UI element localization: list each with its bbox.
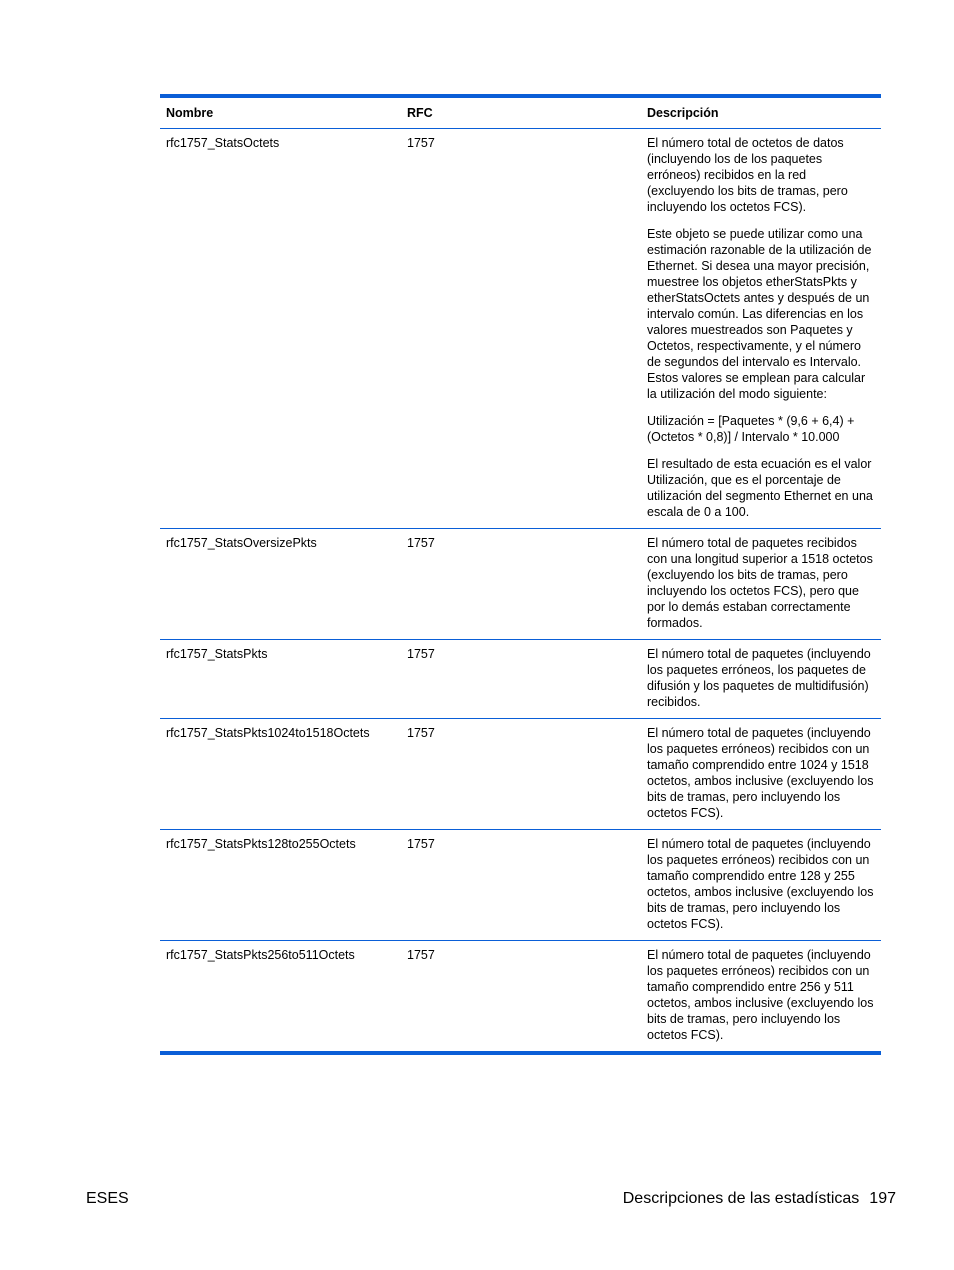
table-header (160, 98, 881, 129)
description-paragraph: El número total de octetos de datos (incluyendo los de los paquetes erróneos) recibidos en la red (excluyendo los bits de tramas, pero incluyendo los octetos FCS). (647, 136, 848, 214)
description-paragraph: Este objeto se puede utilizar como una estimación razonable de la utilización de Ethernet. Si desea una mayor precisión, muestree los objetos etherStatsPkts y etherStatsOctets antes y después de un intervalo común. Las diferencias en los valores muestreados son Paquetes y Octetos, respectivamente, y el número de segundos del intervalo es Intervalo. Estos valores se emplean para calcular la utilización del modo siguiente: (647, 227, 872, 401)
description-paragraph: El número total de paquetes (incluyendo los paquetes erróneos) recibidos con un tamaño comprendido entre 256 y 511 octetos, ambos inclusive (excluyendo los bits de tramas, pero incluyendo los octetos FCS). (647, 948, 874, 1042)
table-row (160, 718, 881, 829)
header-name: Nombre (166, 106, 214, 120)
footer-section-title: Descripciones de las estadísticas (622, 1190, 860, 1207)
cell-rfc: 1757 (407, 136, 435, 150)
cell-description (640, 725, 881, 821)
cell-name: rfc1757_StatsPkts (166, 647, 268, 661)
cell-rfc: 1757 (407, 536, 435, 550)
description-paragraph: El número total de paquetes (incluyendo los paquetes erróneos) recibidos con un tamaño comprendido entre 1024 y 1518 octetos, ambos inclusive (excluyendo los bits de tramas, pero incluyendo los octetos FCS). (647, 726, 874, 820)
table-row (160, 528, 881, 639)
cell-rfc: 1757 (407, 647, 435, 661)
cell-description (640, 535, 881, 631)
cell-name: rfc1757_StatsPkts1024to1518Octets (166, 726, 370, 740)
footer-locale: ESES (86, 1190, 129, 1207)
description-paragraph: El número total de paquetes (incluyendo los paquetes erróneos, los paquetes de difusión y los paquetes de multidifusión) recibidos. (647, 647, 871, 709)
description-paragraph: El número total de paquetes (incluyendo los paquetes erróneos) recibidos con un tamaño comprendido entre 128 y 255 octetos, ambos inclusive (excluyendo los bits de tramas, pero incluyendo los octetos FCS). (647, 837, 874, 931)
cell-description (640, 135, 881, 520)
cell-description (640, 646, 881, 710)
description-paragraph: El número total de paquetes recibidos con una longitud superior a 1518 octetos (excluyendo los bits de tramas, pero incluyendo los octetos FCS), pero que por lo demás estaban correctamente formados. (647, 536, 873, 630)
statistics-table (160, 94, 881, 1055)
cell-rfc: 1757 (407, 726, 435, 740)
cell-rfc: 1757 (407, 948, 435, 962)
header-rfc: RFC (407, 106, 433, 120)
description-paragraph: Utilización = [Paquetes * (9,6 + 6,4) + (Octetos * 0,8)] / Intervalo * 10.000 (647, 414, 855, 444)
cell-description (640, 947, 881, 1043)
cell-name: rfc1757_StatsOversizePkts (166, 536, 317, 550)
table-row (160, 940, 881, 1051)
page-number: 197 (869, 1190, 896, 1207)
table-row (160, 129, 881, 528)
header-description: Descripción (647, 106, 719, 120)
cell-name: rfc1757_StatsPkts256to511Octets (166, 948, 355, 962)
cell-name: rfc1757_StatsOctets (166, 136, 280, 150)
table-row (160, 639, 881, 718)
table-row (160, 829, 881, 940)
cell-description (640, 836, 881, 932)
footer-section (623, 1190, 896, 1208)
description-paragraph: El resultado de esta ecuación es el valor Utilización, que es el porcentaje de utilización del segmento Ethernet en una escala de 0 a 100. (647, 457, 873, 519)
cell-rfc: 1757 (407, 837, 435, 851)
cell-name: rfc1757_StatsPkts128to255Octets (166, 837, 356, 851)
